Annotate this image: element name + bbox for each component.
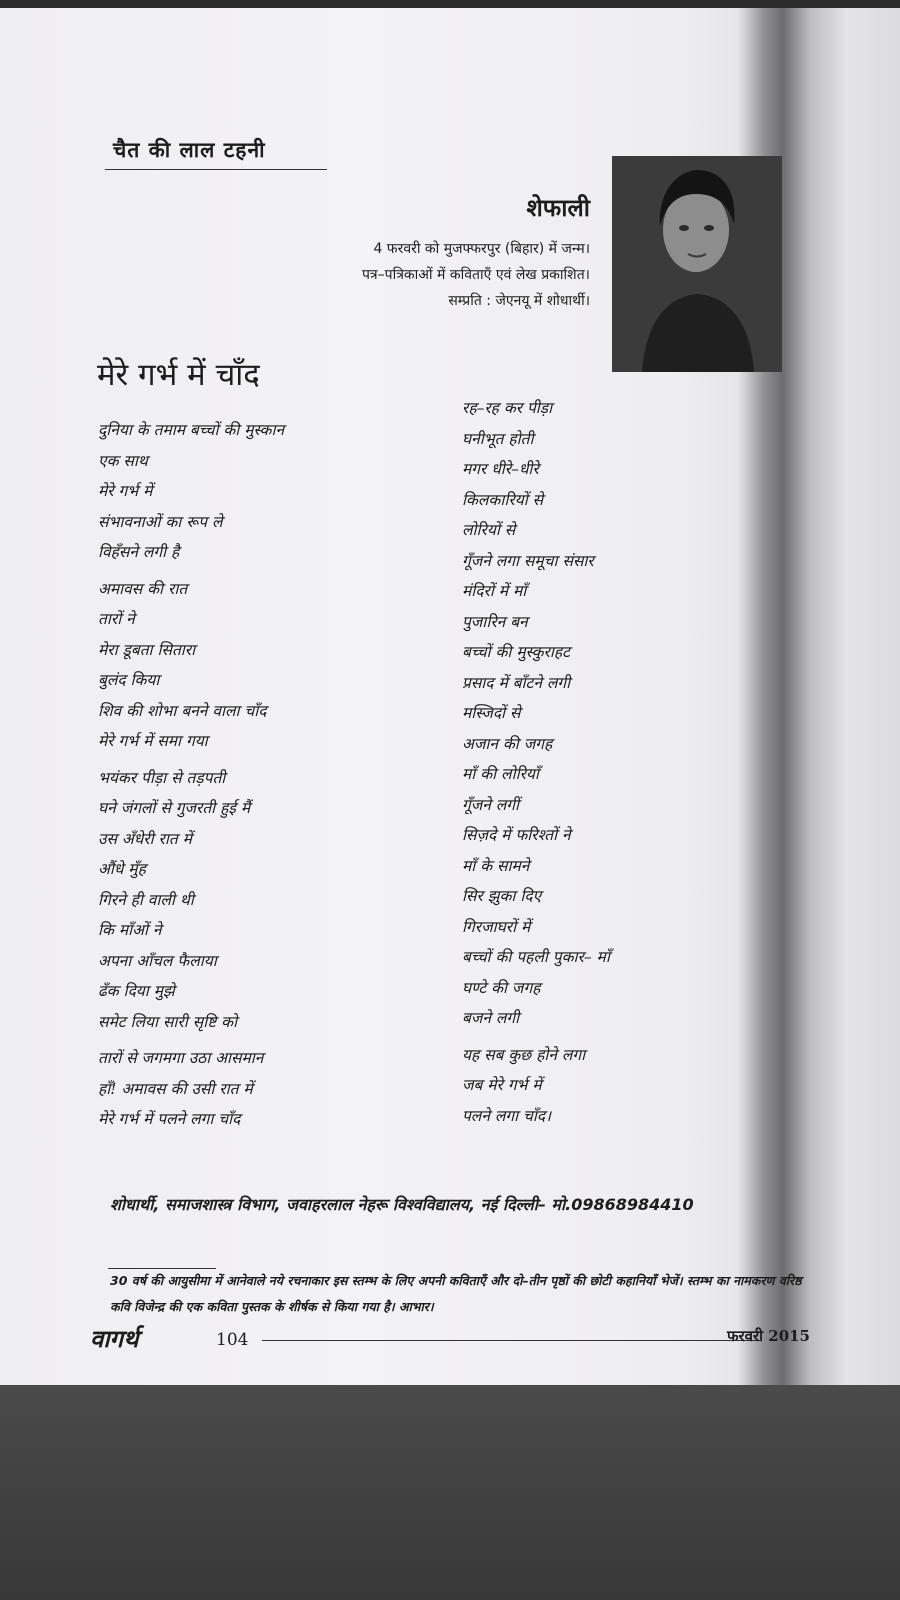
poem-stanza bbox=[98, 415, 458, 568]
poem-line: बजने लगी bbox=[462, 1009, 520, 1027]
poem-line: मस्जिदों से bbox=[462, 704, 521, 722]
poem-title: मेरे गर्भ में चाँद bbox=[97, 357, 260, 393]
page-footer bbox=[90, 1326, 810, 1356]
poem-line: संभावनाओं का रूप ले bbox=[98, 512, 223, 531]
poem-stanza bbox=[98, 1043, 458, 1135]
author-photo bbox=[612, 156, 782, 372]
poem-line: बच्चों की मुस्कुराहट bbox=[462, 643, 570, 661]
poem-stanza bbox=[462, 393, 762, 1034]
poem-line: उस अँधेरी रात में bbox=[98, 829, 192, 848]
poem-line: सिर झुका दिए bbox=[462, 887, 542, 905]
poem-line: माँ के सामने bbox=[462, 856, 530, 875]
poem-line: मेरे गर्भ में समा गया bbox=[98, 732, 208, 750]
bio-line: 4 फरवरी को मुजफ्फरपुर (बिहार) में जन्म। bbox=[373, 241, 590, 257]
poem-line: विहँसने लगी है bbox=[98, 543, 180, 561]
poem-line: प्रसाद में बाँटने लगी bbox=[462, 673, 571, 692]
poem-line: गूँजने लगीं bbox=[462, 795, 520, 814]
page-number: 104 bbox=[216, 1330, 249, 1350]
poem-stanza bbox=[98, 574, 458, 757]
poem-line: अपना आँचल फैलाया bbox=[98, 951, 217, 970]
poem-line: रह–रह कर पीड़ा bbox=[462, 399, 553, 417]
poem-line: अमावस की रात bbox=[98, 579, 188, 598]
column-label: चैत की लाल टहनी bbox=[113, 138, 266, 162]
poem-line: गिरजाघरों में bbox=[462, 917, 531, 936]
poem-line: लोरियों से bbox=[462, 521, 516, 539]
poem-line: घनीभूत होती bbox=[462, 429, 534, 448]
poem-left-column bbox=[98, 415, 458, 1141]
poem-stanza bbox=[98, 763, 458, 1038]
column-label-underline bbox=[105, 169, 327, 170]
column-footnote: 30 वर्ष की आयुसीमा में आनेवाले नये रचनाकार इस स्तम्भ के लिए अपनी कविताएँ और दो–तीन पृष्ठों की छोटी कहानियाँ भेजें। स्तम्भ का नामकरण वरिष्ठ कवि विजेन्द्र की एक कविता पुस्तक के शीर्षक से किया गया है। आभार। bbox=[110, 1273, 802, 1314]
poem-line: मगर धीरे–धीरे bbox=[462, 460, 539, 478]
poem-line: शिव की शोभा बनने वाला चाँद bbox=[98, 701, 267, 720]
poem-line: पलने लगा चाँद। bbox=[462, 1106, 551, 1125]
footer-rule bbox=[262, 1340, 760, 1341]
poem-line: बुलंद किया bbox=[98, 671, 160, 689]
poem-line: औंधे मुँह bbox=[98, 860, 146, 878]
poem-line: यह सब कुछ होने लगा bbox=[462, 1045, 586, 1064]
poem-line: किलकारियों से bbox=[462, 490, 544, 509]
poem-line: सिज़दे में फरिश्तों ने bbox=[462, 826, 571, 844]
poem-line: पुजारिन बन bbox=[462, 612, 528, 631]
issue-date: फरवरी 2015 bbox=[726, 1327, 810, 1345]
poem-line: जब मेरे गर्भ में bbox=[462, 1076, 542, 1094]
poem-line: माँ की लोरियाँ bbox=[462, 765, 539, 783]
poem-line: भयंकर पीड़ा से तड़पती bbox=[98, 768, 226, 787]
background-surface bbox=[0, 1385, 900, 1600]
poem-line: मेरे गर्भ में bbox=[98, 482, 153, 500]
magazine-page bbox=[0, 8, 900, 1388]
poem-line: मेरा डूबता सितारा bbox=[98, 640, 196, 659]
poem-line: घने जंगलों से गुजरती हुई मैं bbox=[98, 799, 251, 817]
poem-line: दुनिया के तमाम बच्चों की मुस्कान bbox=[98, 421, 285, 439]
poem-line: बच्चों की पहली पुकार– माँ bbox=[462, 948, 610, 966]
top-edge bbox=[0, 0, 900, 8]
bio-line: सम्प्रति : जेएनयू में शोधार्थी। bbox=[448, 293, 590, 309]
author-bio bbox=[362, 236, 590, 314]
poem-line: तारों से जगमगा उठा आसमान bbox=[98, 1049, 264, 1067]
poem-line: मेरे गर्भ में पलने लगा चाँद bbox=[98, 1110, 241, 1128]
poem-line: हाँ! अमावस की उसी रात में bbox=[98, 1079, 253, 1098]
poem-line: एक साथ bbox=[98, 451, 148, 470]
bio-line: पत्र–पत्रिकाओं में कविताएँ एवं लेख प्रकाशित। bbox=[361, 267, 590, 283]
poem-line: मंदिरों में माँ bbox=[462, 582, 527, 600]
poem-line: समेट लिया सारी सृष्टि को bbox=[98, 1012, 238, 1031]
poem-line: अजान की जगह bbox=[462, 734, 553, 753]
poem-line: घण्टे की जगह bbox=[462, 978, 541, 997]
magazine-logo: वागर्थ bbox=[90, 1325, 139, 1353]
poem-stanza bbox=[462, 1040, 762, 1132]
poem-line: गूँजने लगा समूचा संसार bbox=[462, 551, 594, 570]
poem-line: गिरने ही वाली थी bbox=[98, 890, 194, 909]
poem-line: कि माँओं ने bbox=[98, 921, 162, 939]
poem-right-column bbox=[462, 393, 762, 1137]
author-name: शेफाली bbox=[526, 194, 590, 222]
poem-line: ढँक दिया मुझे bbox=[98, 982, 175, 1000]
author-address: शोधार्थी, समाजशास्त्र विभाग, जवाहरलाल नेहरू विश्वविद्यालय, नई दिल्ली– मो.09868984410 bbox=[110, 1195, 694, 1214]
poem-line: तारों ने bbox=[98, 610, 135, 628]
